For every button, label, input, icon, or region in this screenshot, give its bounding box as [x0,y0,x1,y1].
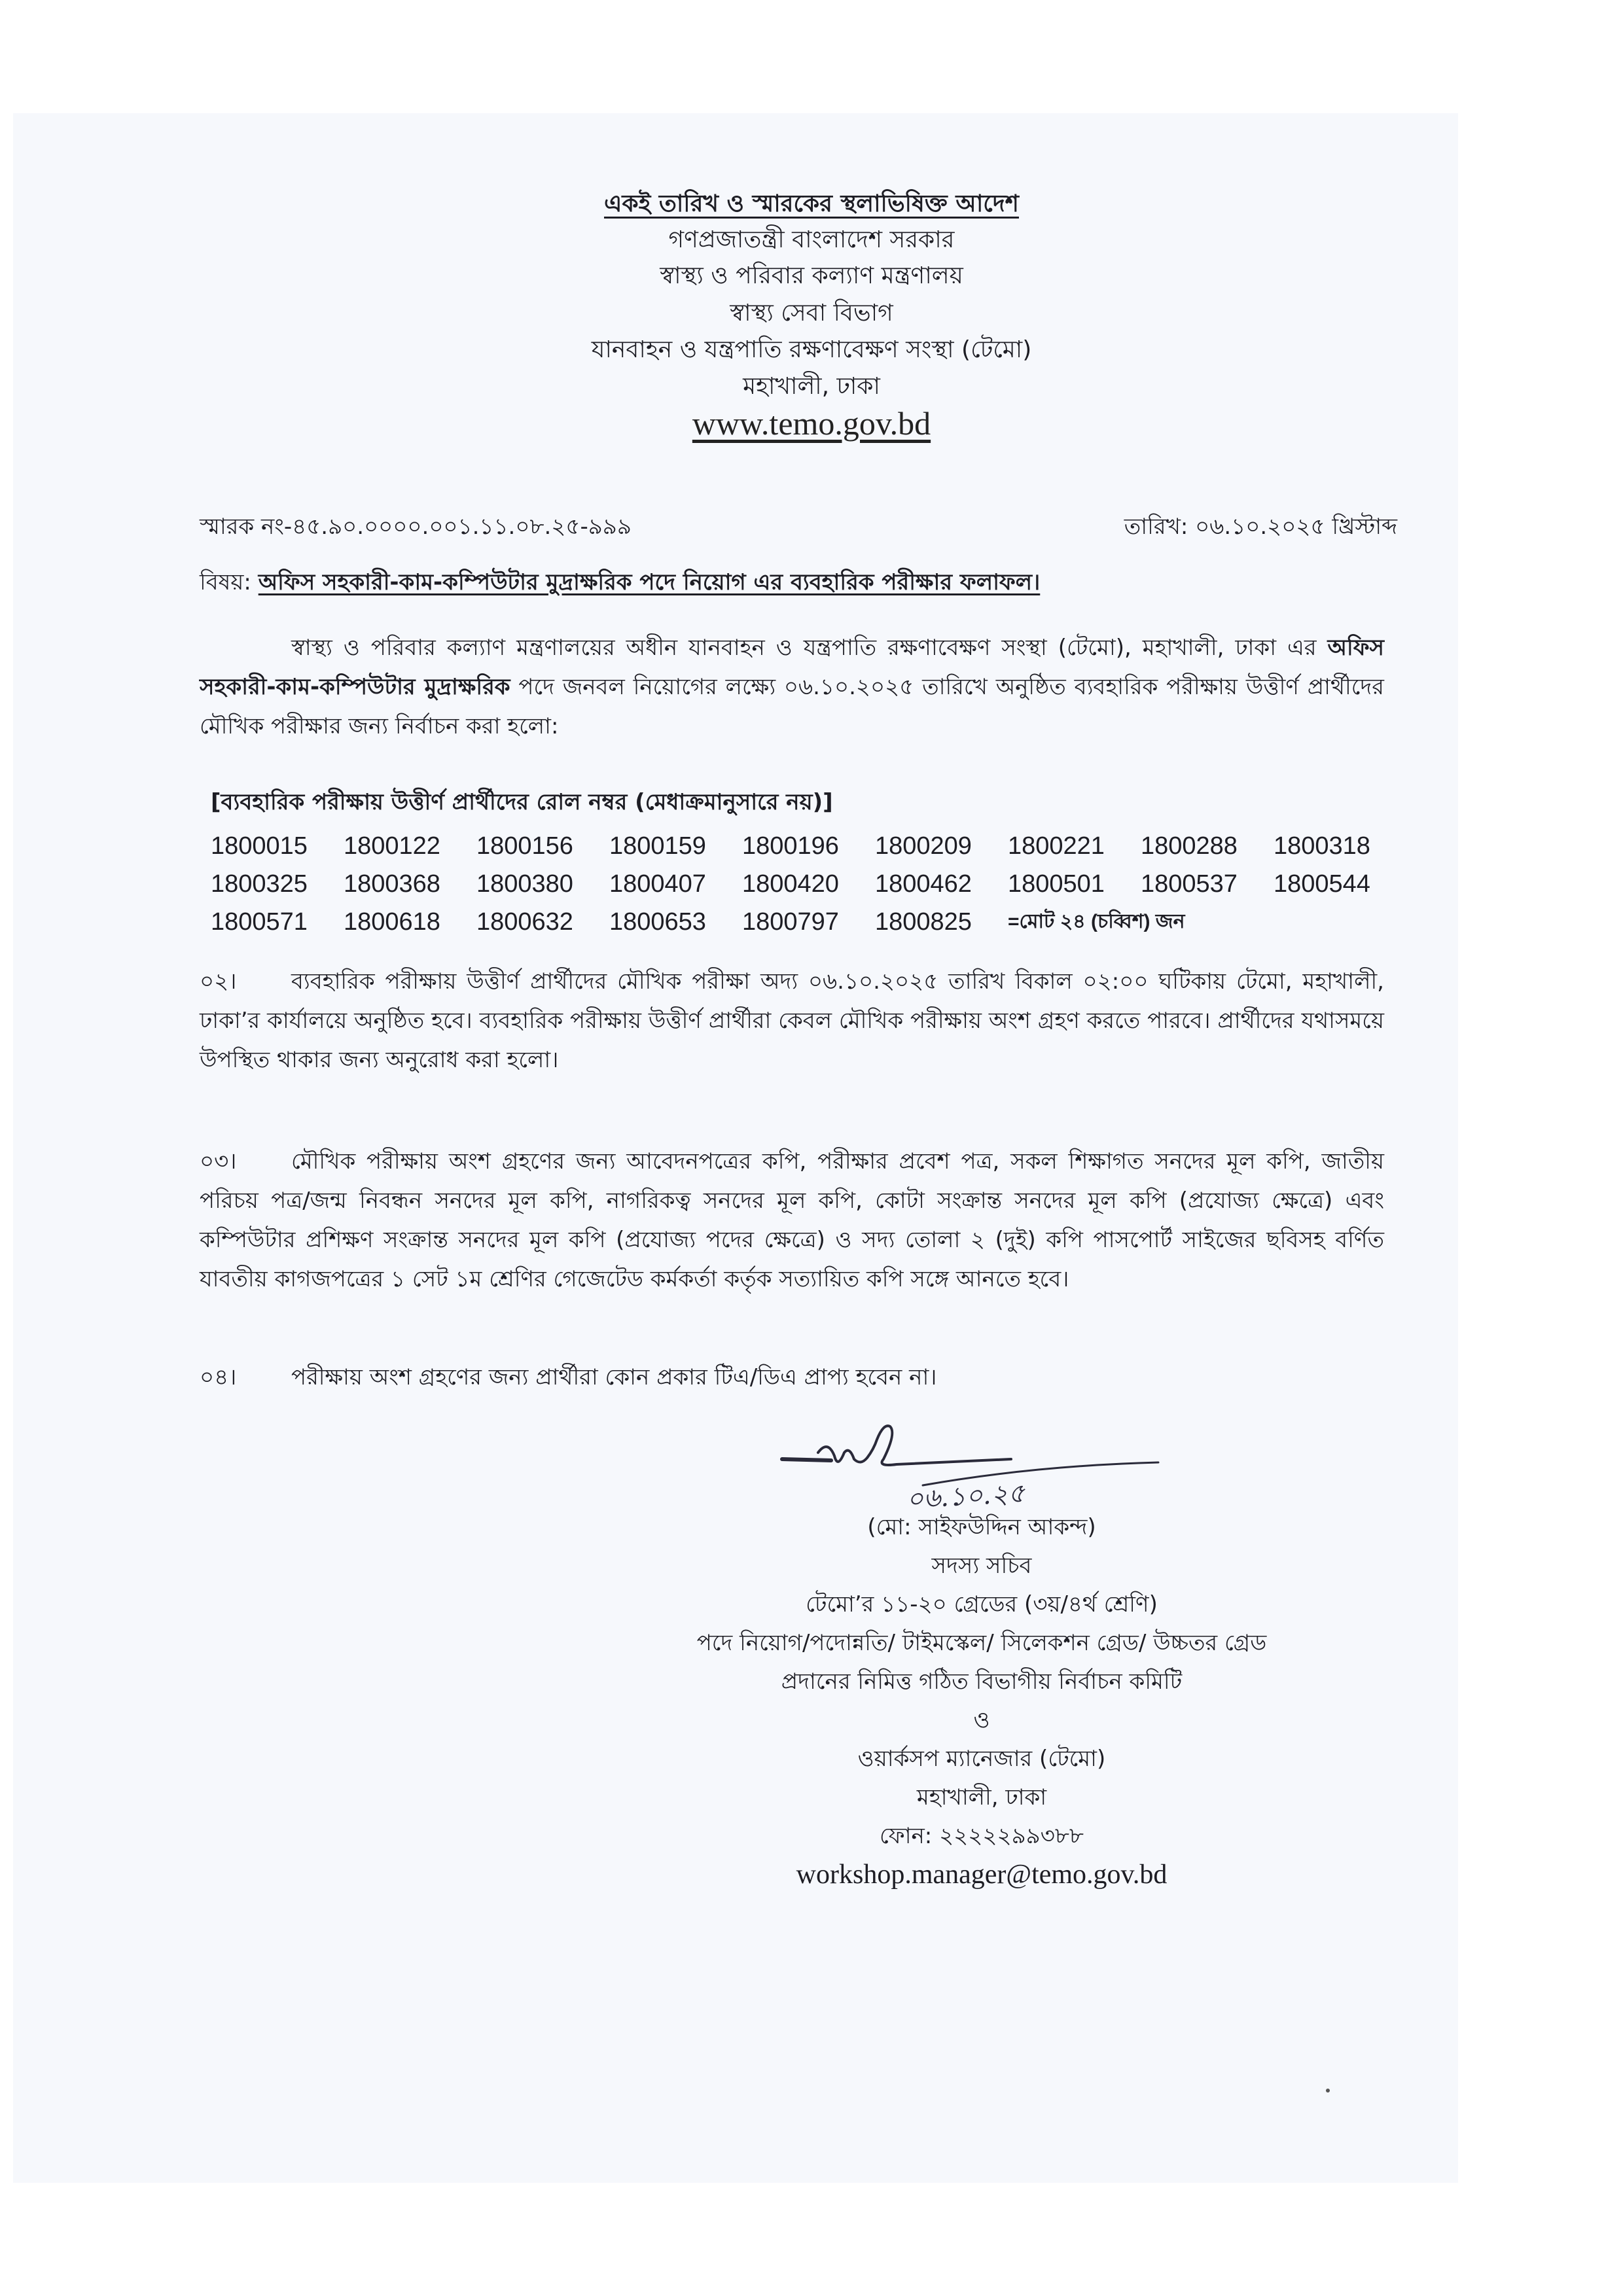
document-title: একই তারিখ ও স্মারকের স্থলাভিষিক্ত আদেশ [604,190,1019,217]
paragraph-text: পরীক্ষায় অংশ গ্রহণের জন্য প্রার্থীরা কোন প্রকার টিএ/ডিএ প্রাপ্য হবেন না। [291,1364,937,1390]
scan-speck [1326,2089,1330,2093]
roll-number: 1800380 [476,870,573,898]
signatory-conjunction: ও [973,1707,990,1733]
intro-text-part2: পদে জনবল নিয়োগের লক্ষ্যে ০৬.১০.২০২৫ তারিখে অনুষ্ঠিত ব্যবহারিক পরীক্ষায় উত্তীর্ণ প্রার্থীদের মৌখিক পরীক্ষার জন্য নির্বাচন করা হলো: [200,674,1384,739]
roll-number: 1800462 [875,870,972,898]
roll-number: 1800420 [742,870,839,898]
subject-line [200,563,1040,602]
signatory-block [654,1508,1309,1894]
roll-number: 1800368 [344,870,440,898]
roll-number: 1800015 [211,832,308,860]
signatory-email[interactable]: workshop.manager@temo.gov.bd [796,1860,1168,1890]
paragraph-text: মৌখিক পরীক্ষায় অংশ গ্রহণের জন্য আবেদনপত্রের কপি, পরীক্ষার প্রবেশ পত্র, সকল শিক্ষাগত সনদের মূল কপি, জাতীয় পরিচয় পত্র/জন্ম নিবন্ধন সনদের মূল কপি, নাগরিকত্ব সনদের মূল কপি, কোটা সংক্রান্ত সনদের মূল কপি (প্রযোজ্য ক্ষেত্রে) এবং কম্পিউটার প্রশিক্ষণ সংক্রান্ত সনদের মূল কপি (প্রযোজ্য পদের ক্ষেত্রে) ও সদ্য তোলা ২ (দুই) কপি পাসপোর্ট সাইজের ছবিসহ বর্ণিত যাবতীয় কাগজপত্রের ১ সেট ১ম শ্রেণির গেজেটেড কর্মকর্তা কর্তৃক সত্যায়িত কপি সঙ্গে আনতে হবে। [200,1148,1384,1292]
intro-text-part1: স্বাস্থ্য ও পরিবার কল্যাণ মন্ত্রণালয়ের অধীন যানবাহন ও যন্ত্রপাতি রক্ষণাবেক্ষণ সংস্থা (টেমো), মহাখালী, ঢাকা এর [291,635,1328,661]
roll-number-grid [211,834,1406,934]
header-line-division: স্বাস্থ্য সেবা বিভাগ [730,300,893,327]
roll-number: 1800156 [476,832,573,860]
roll-number: 1800825 [875,908,972,936]
paragraph-02 [200,962,1384,1080]
roll-number: 1800571 [211,908,308,936]
intro-paragraph [200,628,1384,746]
roll-number: 1800544 [1274,870,1370,898]
memo-date: তারিখ: ০৬.১০.২০২৫ খ্রিস্টাব্দ [1124,514,1397,540]
roll-number: 1800325 [211,870,308,898]
paragraph-number: ০৩। [200,1148,237,1174]
roll-number: 1800221 [1008,832,1105,860]
handwritten-date: ০৬.১০.২৫ [905,1478,1026,1515]
roll-number: 1800209 [875,832,972,860]
roll-number: 1800288 [1141,832,1238,860]
subject-text: অফিস সহকারী-কাম-কম্পিউটার মুদ্রাক্ষরিক পদে নিয়োগ এর ব্যবহারিক পরীক্ষার ফলাফল। [258,569,1041,595]
roll-number: 1800159 [609,832,706,860]
signatory-address: মহাখালী, ঢাকা [916,1784,1047,1810]
header-line-address: মহাখালী, ঢাকা [743,373,880,400]
roll-total: =মোট ২৪ (চব্বিশ) জন [1008,911,1185,932]
subject-label: বিষয়: [200,569,251,595]
paragraph-text: ব্যবহারিক পরীক্ষায় উত্তীর্ণ প্রার্থীদের মৌখিক পরীক্ষা অদ্য ০৬.১০.২০২৫ তারিখ বিকাল ০২:০০ ঘটিকায় টেমো, মহাখালী, ঢাকা’র কার্যালয়ে অনুষ্ঠিত হবে। ব্যবহারিক পরীক্ষায় উত্তীর্ণ প্রার্থীরা কেবল মৌখিক পরীক্ষায় অংশ গ্রহণ করতে পারবে। প্রার্থীদের যথাসময়ে উপস্থিত থাকার জন্য অনুরোধ করা হলো। [200,968,1384,1073]
roll-number: 1800537 [1141,870,1238,898]
intro-post-name: অফিস সহকারী-কাম-কম্পিউটার মুদ্রাক্ষরিক [200,635,1384,700]
roll-number: 1800653 [609,908,706,936]
paragraph-number: ০৪। [200,1364,237,1390]
roll-number: 1800407 [609,870,706,898]
roll-number: 1800632 [476,908,573,936]
signatory-committee-line: প্রদানের নিমিত্ত গঠিত বিভাগীয় নির্বাচন কমিটি [781,1669,1183,1695]
paragraph-03 [200,1142,1384,1299]
signatory-designation: সদস্য সচিব [931,1553,1032,1579]
signatory-committee-line: টেমো’র ১১-২০ গ্রেডের (৩য়/৪র্থ শ্রেণি) [806,1591,1158,1617]
signatory-phone: ফোন: ২২২২২৯৯৩৮৮ [880,1823,1084,1849]
roll-number: 1800196 [742,832,839,860]
roll-number: 1800618 [344,908,440,936]
signatory-committee-line: পদে নিয়োগ/পদোন্নতি/ টাইমস্কেল/ সিলেকশন গ্রেড/ উচ্চতর গ্রেড [696,1630,1267,1656]
memo-number: স্মারক নং-৪৫.৯০.০০০০.০০১.১১.০৮.২৫-৯৯৯ [200,514,632,540]
roll-number: 1800122 [344,832,440,860]
paragraph-number: ০২। [200,968,237,995]
roll-number: 1800501 [1008,870,1105,898]
header-line-organization: যানবাহন ও যন্ত্রপাতি রক্ষণাবেক্ষণ সংস্থা (টেমো) [591,336,1032,363]
header-line-government: গণপ্রজাতন্ত্রী বাংলাদেশ সরকার [668,226,955,253]
signatory-title: ওয়ার্কসপ ম্যানেজার (টেমো) [857,1746,1106,1772]
website-link[interactable]: www.temo.gov.bd [692,405,931,442]
header-line-ministry: স্বাস্থ্য ও পরিবার কল্যাণ মন্ত্রণালয় [660,262,963,289]
roll-list-title: [ব্যবহারিক পরীক্ষায় উত্তীর্ণ প্রার্থীদের রোল নম্বর (মেধাক্রমানুসারে নয়)] [211,789,833,815]
paragraph-04 [200,1358,1384,1397]
roll-number: 1800318 [1274,832,1370,860]
roll-number: 1800797 [742,908,839,936]
signatory-name: (মো: সাইফউদ্দিন আকন্দ) [867,1514,1096,1540]
